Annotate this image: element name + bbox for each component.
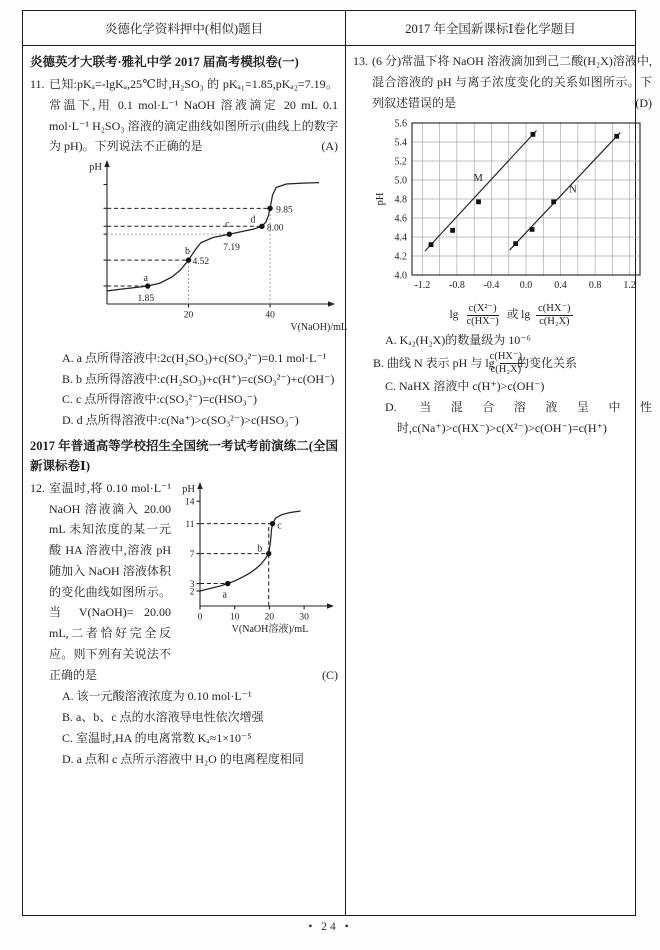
- svg-text:20: 20: [264, 612, 275, 623]
- svg-text:9.85: 9.85: [276, 205, 293, 216]
- svg-text:V(NaOH溶液)/mL: V(NaOH溶液)/mL: [231, 623, 309, 635]
- svg-text:7: 7: [189, 549, 195, 560]
- question-11-stem-text: 已知:pKₐ=-lgKₐ,25℃时,H₂SO₃ 的 pKₐ₁=1.85,pKₐ₂=7.19。常温下,用 0.1 mol·L⁻¹ NaOH 溶液滴定 20 mL 0.1 mol·L⁻¹ H₂SO₃ 溶液的滴定曲线如图所示(曲线上的数字为 pH)。下列说法不正确的是: [49, 77, 338, 154]
- page-header: [23, 11, 635, 46]
- q13-xaxis-label: [372, 303, 652, 328]
- svg-text:-1.2: -1.2: [414, 280, 431, 292]
- svg-text:V(NaOH)/mL: V(NaOH)/mL: [290, 322, 347, 333]
- svg-text:pH: pH: [375, 192, 386, 206]
- q13-xlabel-or-lg: 或 lg: [506, 308, 531, 321]
- svg-text:0.4: 0.4: [554, 280, 567, 292]
- svg-text:4.6: 4.6: [394, 213, 407, 225]
- question-12-answer: (C): [322, 667, 338, 682]
- question-11: [30, 74, 347, 431]
- q13-option-d: D. 当混合溶液呈中性时,c(Na⁺)>c(HX⁻)>c(X²⁻)>c(OH⁻)=c(H⁺): [385, 399, 652, 435]
- fraction-numerator: c(X²⁻): [467, 303, 499, 316]
- svg-text:d: d: [250, 214, 256, 226]
- q13-option-b-row: [373, 350, 578, 376]
- q13-xlabel-lg1: lg: [449, 308, 459, 321]
- question-13-number: 13.: [353, 54, 368, 68]
- q11-chart-wrap: [63, 160, 347, 345]
- q12-option-a: A. 该一元酸溶液浓度为 0.10 mol·L⁻¹: [62, 689, 252, 704]
- q12-option-b: B. a、b、c 点的水溶液导电性依次增强: [62, 710, 264, 724]
- q12-chart-wrap: [174, 480, 338, 645]
- svg-text:8.00: 8.00: [266, 223, 284, 234]
- q13-option-b-suffix: 的变化关系: [517, 356, 578, 371]
- question-13-options: [372, 330, 652, 438]
- svg-text:4.2: 4.2: [394, 251, 407, 263]
- svg-text:a: a: [222, 589, 227, 601]
- header-right-title: 2017 年全国新课标Ⅰ卷化学题目: [405, 22, 576, 36]
- svg-text:pH: pH: [182, 483, 195, 495]
- svg-text:-0.8: -0.8: [448, 280, 465, 292]
- svg-text:2: 2: [189, 587, 195, 598]
- svg-text:30: 30: [299, 612, 309, 623]
- svg-text:11: 11: [185, 519, 195, 530]
- svg-text:3: 3: [189, 579, 195, 590]
- q13-option-c: C. NaHX 溶液中 c(H⁺)>c(OH⁻): [385, 379, 545, 393]
- q13-option-b-prefix: B. 曲线 N 表示 pH 与 lg: [373, 356, 495, 371]
- question-11-options: [49, 348, 338, 431]
- question-12-options: [49, 686, 338, 769]
- q13-chart-wrap: [372, 117, 652, 328]
- svg-text:4.4: 4.4: [394, 232, 407, 244]
- svg-text:20: 20: [183, 310, 194, 321]
- q11-option-b: B. b 点所得溶液中:c(H₂SO₃)+c(H⁺)=c(SO₃²⁻)+c(OH⁻): [62, 371, 335, 386]
- svg-text:M: M: [473, 173, 483, 185]
- svg-text:a: a: [143, 273, 148, 285]
- q13-option-b: [373, 351, 652, 376]
- fraction-denominator: c(H₂X): [539, 316, 570, 328]
- fraction-numerator: c(HX⁻): [500, 351, 524, 364]
- right-column: [346, 46, 659, 915]
- question-12: [30, 478, 338, 770]
- question-13-stem-text: (6 分)常温下将 NaOH 溶液滴加到己二酸(H₂X)溶液中,混合溶液的 pH 与离子浓度变化的关系如图所示。下列叙述错误的是: [372, 54, 652, 110]
- fraction-numerator: c(HX⁻): [536, 303, 572, 316]
- svg-text:pH: pH: [89, 162, 102, 173]
- svg-text:b: b: [257, 543, 263, 555]
- q11-option-c: C. c 点所得溶液中:c(SO₃²⁻)=c(HSO₃⁻): [62, 392, 258, 407]
- q13-ph-lg-chart: [372, 117, 652, 295]
- svg-text:c: c: [277, 520, 282, 532]
- svg-text:5.6: 5.6: [394, 118, 407, 130]
- question-11-answer: (A): [321, 139, 338, 154]
- q13-xlabel-fraction-1: [464, 303, 500, 328]
- question-12-number: 12.: [30, 480, 45, 495]
- svg-text:c: c: [225, 219, 230, 231]
- fraction-denominator: c(HX⁻): [466, 316, 499, 328]
- svg-text:7.19: 7.19: [223, 243, 240, 254]
- q11-option-d: D. d 点所得溶液中:c(Na⁺)>c(SO₃²⁻)>c(HSO₃⁻): [62, 413, 299, 427]
- question-12-stem-text: 室温时,将 0.10 mol·L⁻¹ NaOH 溶液滴入 20.00 mL 未知浓度的某一元酸 HA 溶液中,溶液 pH 随加入 NaOH 溶液体积的变化曲线如图所示。当 V(NaOH)= 20.00 mL,二者恰好完全反应。则下列有关说法不正确的是: [49, 480, 171, 682]
- question-13-answer: (D): [635, 95, 652, 110]
- svg-text:0: 0: [197, 612, 203, 623]
- header-left-title: 炎德化学资料押中(相似)题目: [23, 11, 346, 45]
- q13-option-a: A. Kₐ₂(H₂X)的数量级为 10⁻⁶: [385, 333, 531, 348]
- q12-option-c: C. 室温时,HA 的电离常数 Kₐ≈1×10⁻⁵: [62, 730, 252, 745]
- svg-text:4.8: 4.8: [394, 194, 407, 206]
- svg-text:40: 40: [265, 310, 275, 321]
- q11-titration-chart: [63, 160, 349, 338]
- svg-text:10: 10: [229, 612, 240, 623]
- svg-text:N: N: [569, 184, 577, 196]
- question-11-number: 11.: [30, 77, 45, 91]
- left-column: [23, 46, 346, 915]
- svg-text:1.2: 1.2: [623, 280, 636, 292]
- section-title-national-rehearsal: 2017 年普通高等学校招生全国统一考试考前演练二(全国新课标卷Ⅰ): [30, 438, 338, 473]
- q13-xlabel-fraction-2: [536, 303, 572, 328]
- svg-text:4.0: 4.0: [394, 270, 407, 282]
- fraction-denominator: c(H₂X): [490, 363, 522, 375]
- q11-option-a: A. a 点所得溶液中:2c(H₂SO₃)+c(SO₃²⁻)=0.1 mol·L⁻¹: [62, 350, 327, 365]
- question-12-body: [49, 478, 338, 686]
- svg-text:5.4: 5.4: [394, 137, 407, 149]
- svg-text:-0.4: -0.4: [483, 280, 500, 292]
- question-11-stem: [49, 74, 338, 157]
- q12-option-d: D. a 点和 c 点所示溶液中 H₂O 的电离程度相同: [62, 751, 304, 766]
- svg-text:4.52: 4.52: [192, 257, 210, 268]
- section-title-yali-mock: 炎德英才大联考·雅礼中学 2017 届高考模拟卷(一): [30, 55, 299, 69]
- question-13-stem: [372, 51, 652, 113]
- svg-text:5.2: 5.2: [394, 156, 407, 168]
- exam-page-sheet: [22, 10, 652, 916]
- svg-text:1.85: 1.85: [137, 294, 155, 305]
- svg-text:b: b: [185, 246, 191, 258]
- svg-text:0.8: 0.8: [588, 280, 602, 292]
- question-13: [353, 51, 652, 438]
- q12-titration-chart: [174, 480, 338, 638]
- page-body: [23, 46, 652, 915]
- page-number: • 24 •: [308, 921, 352, 933]
- svg-text:0.0: 0.0: [519, 280, 533, 292]
- svg-text:5.0: 5.0: [394, 175, 407, 187]
- svg-text:14: 14: [185, 497, 195, 508]
